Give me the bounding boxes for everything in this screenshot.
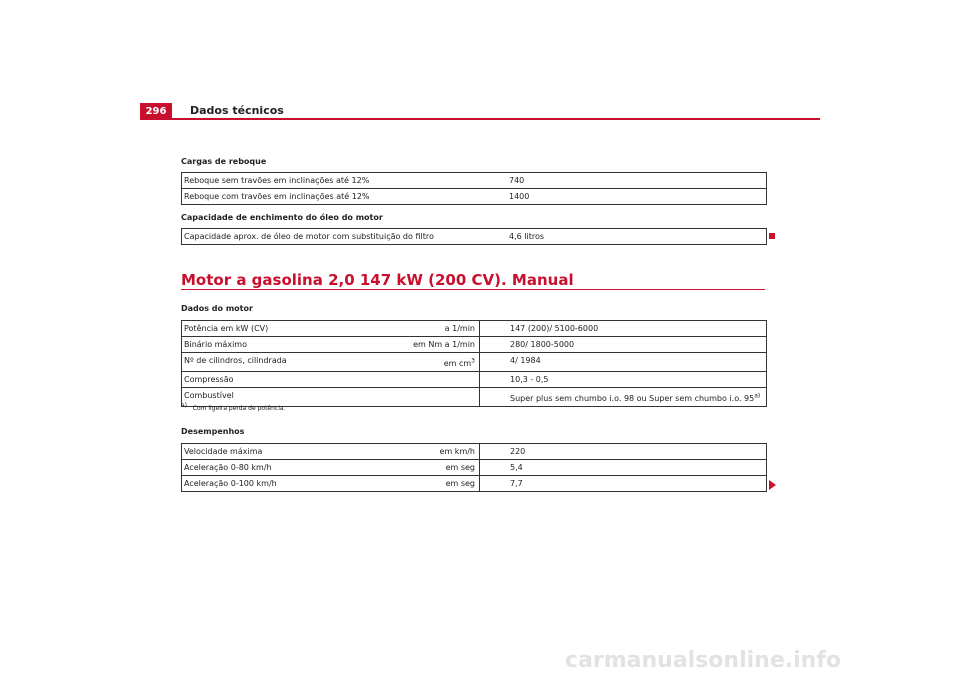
row-value: 1400 xyxy=(509,192,530,201)
unit-text: em cm xyxy=(443,359,472,368)
page-title: Dados técnicos xyxy=(190,104,284,117)
footnote xyxy=(181,402,286,412)
footnote-mark: a) xyxy=(181,402,188,409)
row-unit: a 1/min xyxy=(444,324,475,333)
header-rule xyxy=(140,118,820,120)
table-row xyxy=(182,173,766,189)
row-label: Compressão xyxy=(184,375,234,384)
row-value: 4,6 litros xyxy=(509,232,545,241)
row-value: 740 xyxy=(509,176,525,185)
row-value: 220 xyxy=(510,447,526,456)
table-row xyxy=(182,372,766,388)
row-label: Capacidade aprox. de óleo de motor com substituição do filtro xyxy=(184,232,434,241)
table-row xyxy=(182,189,766,204)
table-row xyxy=(182,321,766,337)
section-end-icon xyxy=(769,233,775,239)
section-heading-dados-motor: Dados do motor xyxy=(181,304,253,313)
row-label: Velocidade máxima xyxy=(184,447,263,456)
section-heading-oleo: Capacidade de enchimento do óleo do motor xyxy=(181,213,383,222)
table-row xyxy=(182,229,766,244)
footnote-reference: a) xyxy=(754,392,761,400)
row-value: 4/ 1984 xyxy=(510,356,541,365)
row-label: Reboque com travões em inclinações até 12% xyxy=(184,192,370,201)
row-value: 147 (200)/ 5100-6000 xyxy=(510,324,599,333)
table-row xyxy=(182,476,766,491)
row-value: 10,3 - 0,5 xyxy=(510,375,549,384)
row-label: Binário máximo xyxy=(184,340,247,349)
motor-section-title: Motor a gasolina 2,0 147 kW (200 CV). Manual xyxy=(181,271,574,289)
row-value xyxy=(510,391,760,406)
row-value: 5,4 xyxy=(510,463,523,472)
row-label: Aceleração 0-100 km/h xyxy=(184,479,277,488)
row-unit: em seg xyxy=(445,463,475,472)
row-unit xyxy=(444,356,475,371)
table-reboque xyxy=(181,172,767,205)
unit-superscript: 3 xyxy=(471,357,475,365)
page-number: 296 xyxy=(140,103,172,120)
table-desempenhos xyxy=(181,443,767,492)
row-unit: em Nm a 1/min xyxy=(413,340,475,349)
section-heading-reboque: Cargas de reboque xyxy=(181,157,267,166)
section-heading-desempenhos: Desempenhos xyxy=(181,427,245,436)
row-unit: em seg xyxy=(445,479,475,488)
row-label: Reboque sem travões em inclinações até 12% xyxy=(184,176,370,185)
table-row xyxy=(182,388,766,406)
table-row xyxy=(182,444,766,460)
row-value: 280/ 1800-5000 xyxy=(510,340,575,349)
table-row xyxy=(182,460,766,476)
table-oleo xyxy=(181,228,767,245)
table-row xyxy=(182,353,766,372)
row-label: Combustível xyxy=(184,391,234,400)
table-row xyxy=(182,337,766,353)
watermark: carmanualsonline.info xyxy=(565,648,841,673)
row-value: 7,7 xyxy=(510,479,523,488)
row-label: Nº de cilindros, cilindrada xyxy=(184,356,287,365)
continue-arrow-icon xyxy=(769,480,776,490)
footnote-text: Com ligeira perda de potência. xyxy=(192,405,286,412)
table-dados-motor xyxy=(181,320,767,407)
row-label: Aceleração 0-80 km/h xyxy=(184,463,272,472)
row-label: Potência em kW (CV) xyxy=(184,324,269,333)
motor-title-rule xyxy=(181,289,765,290)
row-unit: em km/h xyxy=(439,447,475,456)
value-text: Super plus sem chumbo i.o. 98 ou Super sem chumbo i.o. 95 xyxy=(510,394,755,403)
